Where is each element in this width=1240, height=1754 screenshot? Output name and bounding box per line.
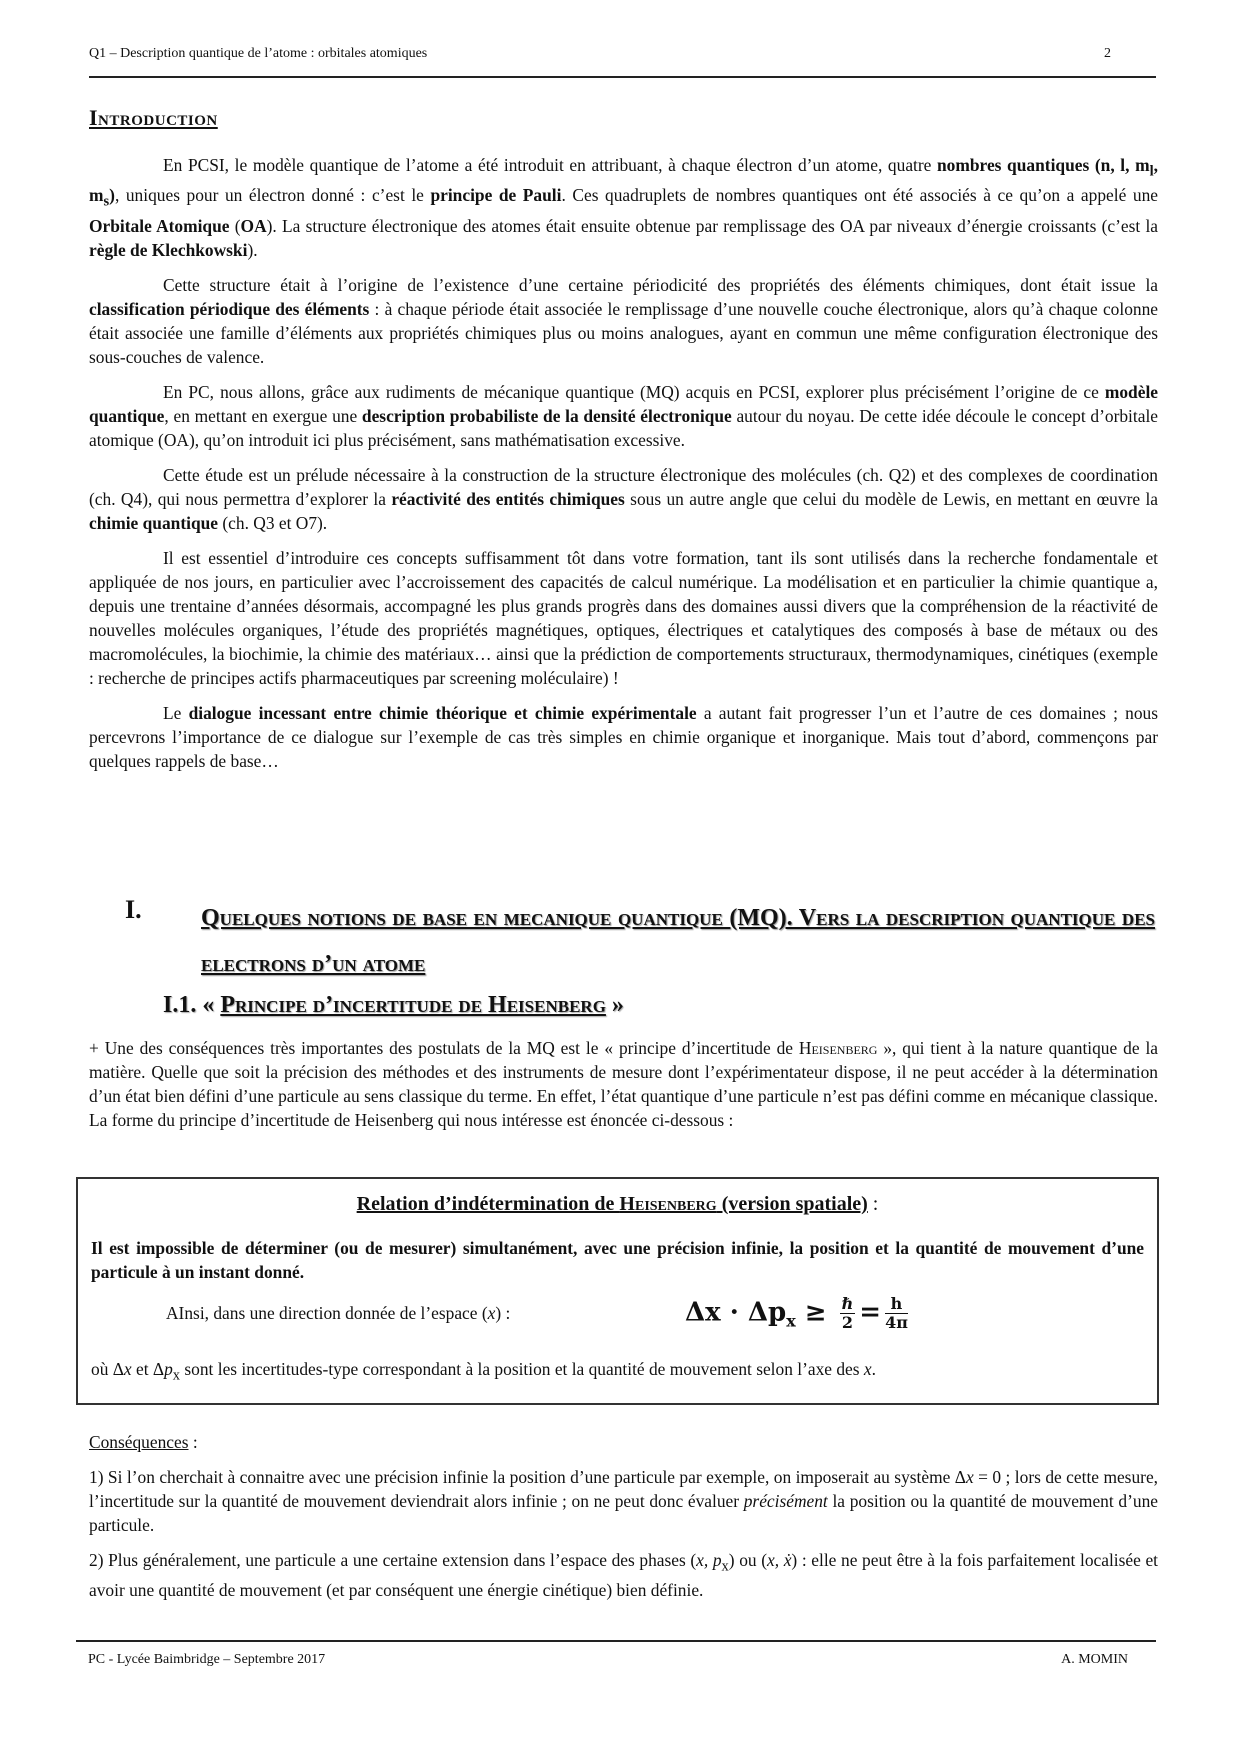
text: ). La structure électronique des atomes était ensuite obtenue par remplissage des OA par niveaux d’énergie croissants (c’est la: [266, 215, 1158, 236]
text: :: [188, 1432, 198, 1452]
var-x: x: [123, 1359, 132, 1379]
text: autour du noyau. De cette idée découle le concept d’orbitale atomique (OA), qu’on introduit ici plus précisément, sans mathématisation excessive.: [89, 405, 1158, 450]
var-x: x: [863, 1359, 872, 1379]
text: sous un autre angle que celui du modèle de Lewis, en mettant en œuvre la: [624, 488, 1159, 509]
text: et Δ: [131, 1359, 165, 1379]
subsection-heading: [163, 992, 624, 1019]
term-oa: Orbitale Atomique: [89, 215, 230, 236]
section-number: I.: [125, 895, 142, 924]
page-number: 2: [1104, 46, 1111, 61]
text: Cette étude est un prélude nécessaire à la construction de la structure électronique des molécules (ch. Q2) et des complexes de coordination (ch. Q4), qui nous permettra d’explorer la: [89, 464, 1158, 509]
text: , uniques pour un électron donné : c’est le: [114, 185, 431, 206]
eq-left: Δx · Δp: [685, 1297, 787, 1328]
text: ) :: [495, 1303, 511, 1323]
text: 2) Plus généralement, une particule a une certaine extension dans l’espace des phases (: [89, 1550, 697, 1570]
text: ).: [247, 239, 258, 260]
subscript: s: [103, 193, 110, 210]
consequence-2: [89, 1548, 1158, 1602]
text: ): [109, 185, 115, 206]
heisenberg-equation: [685, 1295, 912, 1332]
frac-den: 4π: [885, 1313, 908, 1332]
text: a autant fait progresser l’un et l’autre de ces domaines ; nous percevrons l’importance de ce dialogue sur l’exemple de cas très simples en chimie organique et inorganique. Mais tout d’abord, commençons par quelques rappels de base…: [89, 702, 1158, 771]
frac-num: h: [885, 1295, 908, 1314]
intro-paragraph-5: Il est essentiel d’introduire ces concepts suffisamment tôt dans votre formation, tant ils sont utilisés dans la recherche fondamentale et appliquée de nos jours, en particulier avec l’accroissement des capacités de calcul numérique. La modélisation et en particulier la chimie quantique a, depuis une trentaine d’années désormais, accompagné les plus grands progrès dans des domaines aussi divers que la compréhension de la réactivité de nouvelles molécules organiques, l’étude des propriétés magnétiques, optiques, électriques et catalytiques des composés à base de métaux ou des macromolécules, la biochimie, la chimie des matériaux… ainsi que la prédiction de comportements structuraux, thermodynamiques, cinétiques (exemple : recherche de principes actifs pharmaceutiques par screening moléculaire) !: [89, 547, 1158, 688]
subsection-number: I.1.: [163, 992, 197, 1018]
heisenberg-intro: [89, 1036, 1158, 1143]
var-xp: x, p: [696, 1550, 722, 1570]
term-pauli: principe de Pauli: [430, 185, 562, 206]
var-x: x: [965, 1467, 974, 1487]
introduction-heading: Introduction: [89, 105, 218, 130]
frac-den: 2: [841, 1313, 854, 1332]
page-footer: [76, 1640, 1156, 1672]
term-periodic-table: classification périodique des éléments: [89, 298, 370, 319]
footer-author: A. MOMIN: [1061, 1652, 1128, 1667]
text: = 0 ; lors de cette mesure, l’incertitude sur la quantité de mouvement deviendrait alors infinie ; on ne peut donc évaluer: [89, 1467, 1159, 1511]
text: AInsi, dans une direction donnée de l’espace (: [166, 1303, 488, 1323]
intro-paragraph-6: [89, 701, 1158, 773]
quote-close: »: [605, 992, 624, 1018]
header-title: Q1 – Description quantique de l’atome : orbitales atomiques: [89, 46, 428, 61]
term-quantum-numbers: nombres quantiques (n, l, m: [937, 155, 1150, 175]
text: Cette structure était à l’origine de l’existence d’une certaine périodicité des propriétés des éléments chimiques, dont était issue la: [163, 274, 1158, 295]
text: : à chaque période était associée le remplissage d’une nouvelle couche électronique, alors qu’à chaque colonne était associée une famille d’éléments aux propriétés chimiques plus ou moins analogues, ayant en commun une même configuration électronique des sous-couches de valence.: [89, 298, 1159, 367]
frac-num: ℏ: [841, 1294, 854, 1313]
eq-equals: =: [859, 1297, 882, 1328]
emphasis: précisément: [743, 1491, 828, 1511]
consequences-label: [89, 1430, 1158, 1454]
box-title: [78, 1193, 1157, 1216]
heisenberg-relation-box: [76, 1177, 1159, 1405]
text: (: [229, 215, 241, 236]
text: (version spatiale): [716, 1193, 868, 1215]
text: , en mettant en exergue une: [164, 405, 362, 426]
introduction-section: [89, 105, 1158, 784]
text: », qui tient à la nature quantique de la matière. Quelle que soit la précision des méthodes et des instruments de mesure dont l’expérimentateur dispose, il ne peut accéder à la détermination d’un état bien défini d’une particule au sens classique du terme. En effet, l’état quantique d’une particule n’est pas défini comme en mécanique classique. La forme du principe d’incertitude de Heisenberg qui nous intéresse est énoncée ci-dessous :: [89, 1038, 1158, 1130]
term-quantum-model: modèle quantique: [89, 381, 1158, 426]
fraction-hbar-2: [840, 1295, 856, 1332]
var-xdot: x, ẋ: [767, 1550, 792, 1570]
text: + Une des conséquences très importantes des postulats de la MQ est le « principe d’incertitude de: [89, 1038, 799, 1058]
text: où Δ: [91, 1359, 124, 1379]
intro-paragraph-2: [89, 273, 1158, 369]
text: Le: [163, 702, 189, 723]
term-quantum-chemistry: chimie quantique: [89, 512, 219, 533]
box-statement: Il est impossible de déterminer (ou de mesurer) simultanément, avec une précision infinie, la position et la quantité de mouvement d’une particule à un instant donné.: [91, 1238, 1144, 1282]
heisenberg-name: Heisenberg: [619, 1193, 717, 1215]
subsection-title: Principe d’incertitude de Heisenberg: [220, 992, 606, 1018]
text: ) : elle ne peut être à la fois parfaitement localisée et avoir une quantité de mouvement (et par conséquent une énergie cinétique) bien définie.: [89, 1550, 1158, 1601]
text: sont les incertitudes-type correspondant à la position et la quantité de mouvement selon l’axe des: [180, 1359, 864, 1379]
text: En PC, nous allons, grâce aux rudiments de mécanique quantique (MQ) acquis en PCSI, explorer plus précisément l’origine de ce: [163, 381, 1105, 402]
term-oa-abbr: OA: [240, 215, 267, 236]
text: 1) Si l’on cherchait à connaitre avec une précision infinie la position d’une particule par exemple, on imposerait au système Δ: [89, 1467, 966, 1487]
text: En PCSI, le modèle quantique de l’atome a été introduit en attribuant, à chaque électron d’un atome, quatre: [163, 155, 938, 175]
section-title: Quelques notions de base en mecanique quantique (MQ). Vers la description quantique des electrons d’un atome: [201, 905, 1155, 977]
page-header: [89, 40, 1156, 78]
heisenberg-paragraph: [89, 1036, 1158, 1132]
subscript: x: [721, 1558, 729, 1575]
intro-paragraph-1: [89, 153, 1158, 262]
subscript: x: [172, 1367, 181, 1384]
consequences-section: [89, 1430, 1158, 1613]
footer-left: PC - Lycée Baimbridge – Septembre 2017: [88, 1652, 326, 1667]
var-p: p: [164, 1359, 173, 1379]
box-intro: [166, 1303, 510, 1324]
term-probabilistic: description probabiliste de la densité électronique: [361, 405, 732, 426]
term-klechkowski: règle de Klechkowski: [89, 239, 248, 260]
intro-paragraph-4: [89, 463, 1158, 535]
text: , m: [89, 155, 1158, 206]
label: Conséquences: [89, 1432, 189, 1452]
text: Relation d’indétermination de: [356, 1193, 620, 1215]
heisenberg-name: Heisenberg: [798, 1038, 878, 1058]
text: . Ces quadruplets de nombres quantiques ont été associés à ce qu’on a appelé une: [561, 185, 1158, 206]
fraction-h-4pi: [885, 1295, 908, 1332]
intro-paragraph-3: [89, 380, 1158, 452]
text: :: [867, 1193, 879, 1215]
eq-ge: ≥: [795, 1297, 836, 1328]
text: (ch. Q3 et O7).: [218, 512, 328, 533]
text: .: [871, 1359, 876, 1379]
box-where: [91, 1359, 876, 1384]
text: ) ou (: [728, 1550, 768, 1570]
eq-subscript: x: [786, 1311, 796, 1331]
text: la position ou la quantité de mouvement d’une particule.: [89, 1491, 1158, 1535]
quote-open: «: [202, 992, 221, 1018]
term-reactivity: réactivité des entités chimiques: [391, 488, 625, 509]
consequence-1: [89, 1465, 1158, 1537]
var-x: x: [487, 1303, 496, 1323]
term-dialogue: dialogue incessant entre chimie théorique et chimie expérimentale: [188, 702, 697, 723]
subscript: l: [1149, 163, 1154, 180]
